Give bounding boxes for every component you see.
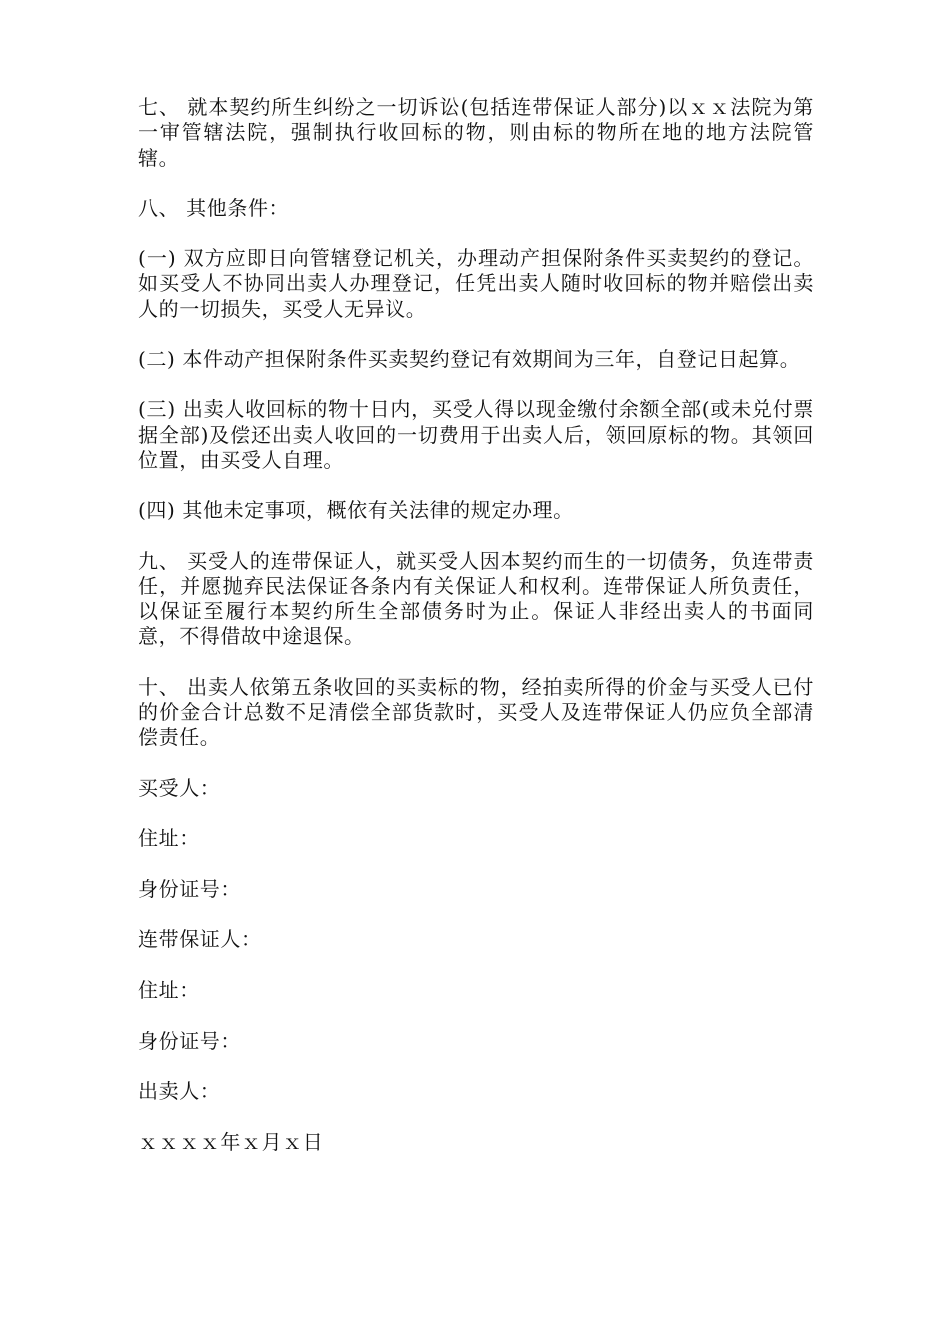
buyer-id-label: 身份证号： — [138, 876, 241, 901]
clause-8-item-2: (二) 本件动产担保附条件买卖契约登记有效期间为三年，自登记日起算。 — [138, 347, 801, 372]
guarantor-id-label: 身份证号： — [138, 1028, 241, 1053]
clause-10: 十、 出卖人依第五条收回的买卖标的物，经拍卖所得的价金与买受人已付的价金合计总数不足清偿全部货款时，买受人及连带保证人仍应负全部清偿责任。 — [138, 674, 814, 750]
clause-9: 九、 买受人的连带保证人，就买受人因本契约而生的一切债务，负连带责任，并愿抛弃民法保证各条内有关保证人和权利。连带保证人所负责任，以保证至履行本契约所生全部债务时为止。保证人非经出卖人的书面同意，不得借故中途退保。 — [138, 548, 814, 649]
guarantor-address-label: 住址： — [138, 978, 200, 1003]
clause-8-heading: 八、 其他条件： — [138, 195, 290, 220]
date-line: ｘｘｘｘ年ｘ月ｘ日 — [138, 1129, 324, 1154]
clause-8-item-1: (一) 双方应即日向管辖登记机关，办理动产担保附条件买卖契约的登记。如买受人不协同出卖人办理登记，任凭出卖人随时收回标的物并赔偿出卖人的一切损失，买受人无异议。 — [138, 246, 814, 321]
buyer-label: 买受人： — [138, 775, 221, 800]
clause-8-item-3: (三) 出卖人收回标的物十日内，买受人得以现金缴付余额全部(或未兑付票据全部)及偿还出卖人收回的一切费用于出卖人后，领回原标的物。其领回位置，由买受人自理。 — [138, 397, 814, 472]
clause-8-item-4: (四) 其他未定事项，概依有关法律的规定办理。 — [138, 498, 574, 523]
guarantor-label: 连带保证人： — [138, 927, 262, 952]
buyer-address-label: 住址： — [138, 826, 200, 851]
document-page — [138, 95, 814, 1155]
clause-7: 七、 就本契约所生纠纷之一切诉讼(包括连带保证人部分)以ｘｘ法院为第一审管辖法院，强制执行收回标的物，则由标的物所在地的地方法院管辖。 — [138, 95, 814, 170]
seller-label: 出卖人： — [138, 1079, 221, 1104]
